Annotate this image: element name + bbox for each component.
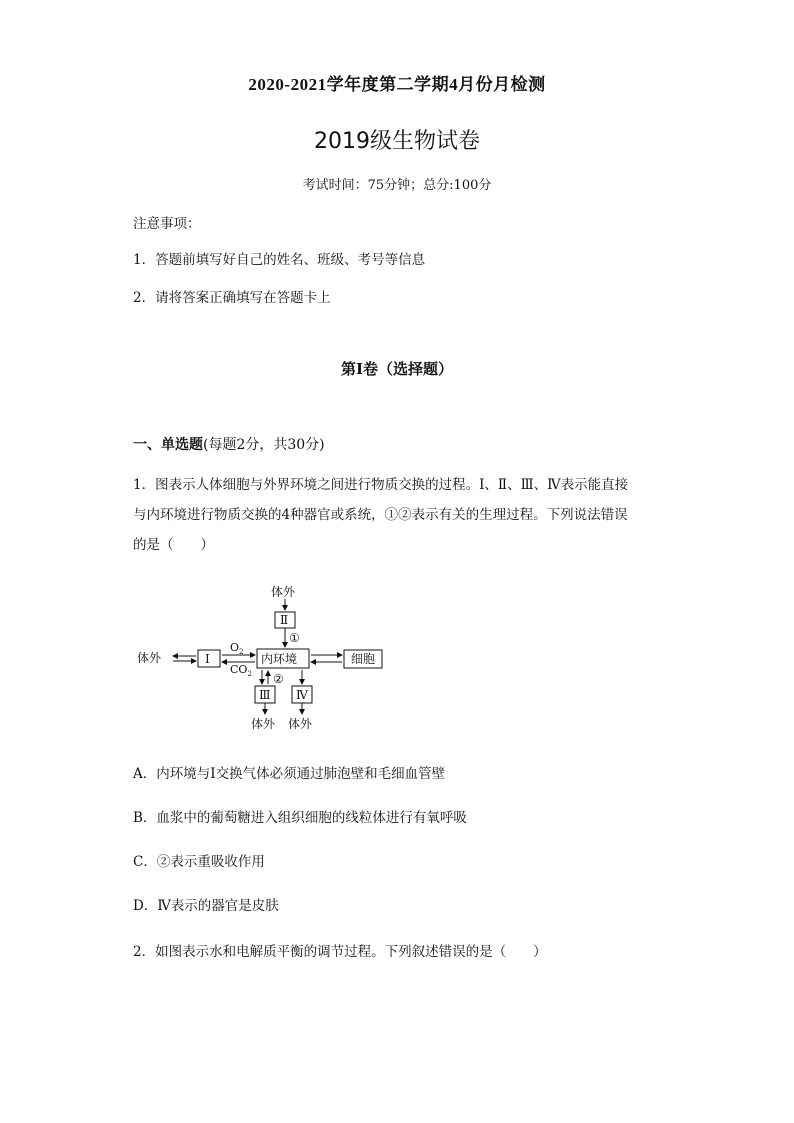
question-1-text	[133, 470, 673, 560]
question-1-line-3: 的是（ ）	[133, 537, 214, 553]
notes-item-2: 2．请将答案正确填写在答题卡上	[133, 290, 331, 306]
part-heading-score: (每题2分，共30分)	[203, 437, 325, 453]
outside-label-left: 体外	[137, 651, 162, 665]
process-2-label: ②	[273, 672, 284, 686]
outside-label-top: 体外	[271, 585, 296, 599]
exam-title: 2020-2021学年度第二学期4月份月检测	[248, 75, 546, 94]
question-1-line-2: 与内环境进行物质交换的4种器官或系统，①②表示有关的生理过程。下列说法错误	[133, 507, 628, 523]
co2-label: $CO_2$	[230, 663, 252, 678]
question-2-text: 2．如图表示水和电解质平衡的调节过程。下列叙述错误的是（ ）	[133, 944, 547, 960]
organ-i-label: Ⅰ	[205, 652, 210, 666]
internal-env-label: 内环境	[261, 652, 298, 666]
notes-heading: 注意事项：	[133, 216, 201, 232]
subject-title: 2019级生物试卷	[314, 129, 480, 154]
section-title: 第Ⅰ卷（选择题）	[340, 360, 454, 378]
part-heading-label: 一、单选题	[133, 437, 203, 453]
part-heading	[133, 434, 325, 454]
option-b: B．血浆中的葡萄糖进入组织细胞的线粒体进行有氧呼吸	[133, 810, 467, 826]
question-1-line-1: 1．图表示人体细胞与外界环境之间进行物质交换的过程。Ⅰ、Ⅱ、Ⅲ、Ⅳ表示能直接	[133, 477, 629, 493]
option-d: D．Ⅳ表示的器官是皮肤	[133, 898, 279, 914]
outside-label-iii: 体外	[251, 717, 276, 731]
organ-ii-label: Ⅱ	[280, 613, 289, 627]
o2-label: $O_2$	[230, 641, 244, 656]
option-a: A．内环境与Ⅰ交换气体必须通过肺泡壁和毛细血管壁	[133, 766, 446, 782]
exchange-diagram	[130, 578, 390, 738]
notes-item-1: 1．答题前填写好自己的姓名、班级、考号等信息	[133, 252, 426, 268]
organ-iii-label: Ⅲ	[259, 688, 271, 702]
cell-label: 细胞	[351, 652, 376, 666]
process-1-label: ①	[289, 631, 300, 645]
outside-label-iv: 体外	[288, 717, 313, 731]
exam-info: 考试时间：75分钟；总分:100分	[302, 178, 492, 193]
organ-iv-label: Ⅳ	[296, 688, 308, 702]
option-c: C．②表示重吸收作用	[133, 854, 265, 870]
